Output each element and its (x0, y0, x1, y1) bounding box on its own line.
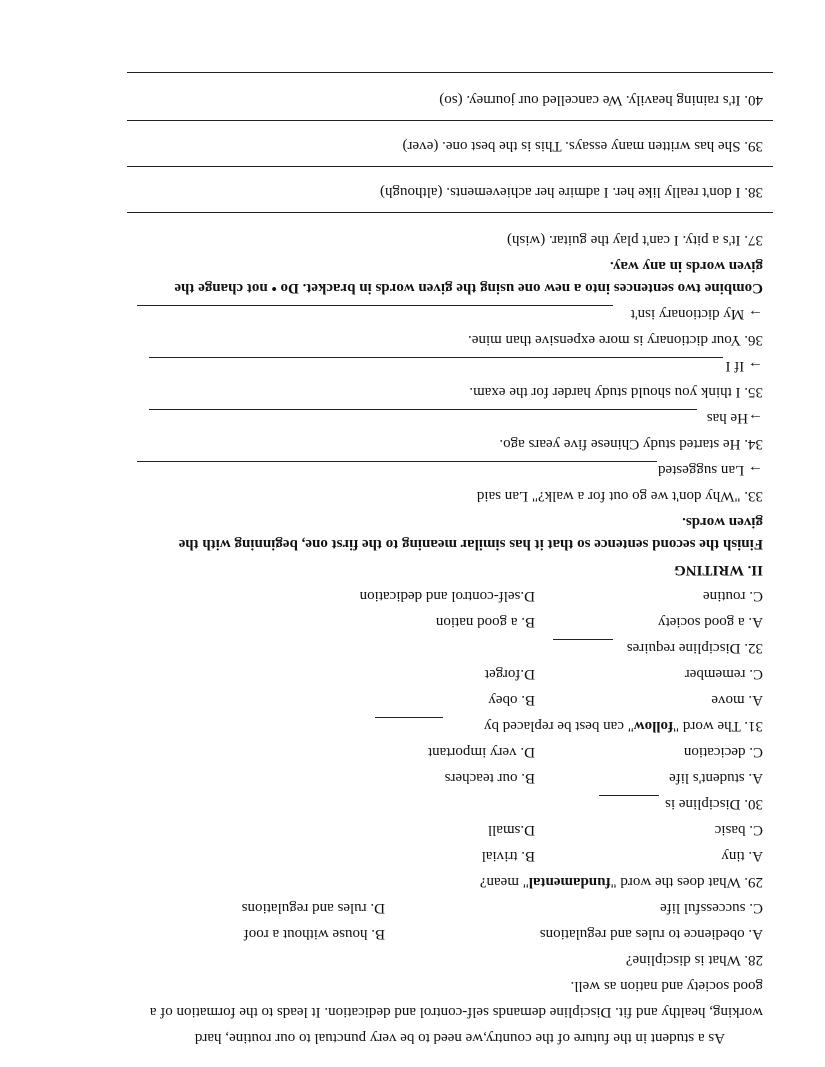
passage-line-1: As a student in the future of the country,we need to be very punctual to our routine, hard (194, 1030, 725, 1046)
q28-option-d: D. rules and regulations (241, 900, 385, 916)
answer-line-34[interactable] (149, 409, 697, 410)
q29-option-c: C. basic (714, 822, 763, 838)
instruction-combine-line-1: Combine two sentences into a new one using the given words in bracket. Do • not change the (174, 280, 763, 296)
q32-option-d: D.self-control and dedication (359, 588, 535, 604)
q29-option-a: A. tiny (721, 848, 763, 864)
instruction-combine-line-2: given words in any way. (610, 258, 763, 274)
q30-option-b: B. our teachers (444, 770, 535, 786)
question-39: 39. She has written many essays. This is the best one. (ever) (402, 138, 763, 154)
q31-option-b: B. obey (488, 692, 535, 708)
answer-line-38[interactable] (127, 166, 773, 167)
q30-option-d: D. very important (427, 744, 535, 760)
question-37: 37. It's a pity. I can't play the guitar. (wish) (506, 232, 763, 248)
q31-option-c: C. remember (684, 666, 763, 682)
question-28: 28. What is discipline? (625, 952, 763, 968)
q36-prompt: → My dictionary isn't (630, 306, 763, 322)
question-40: 40. It's raining heavily. We cancelled our journey. (so) (439, 92, 763, 108)
answer-blank-32[interactable] (553, 639, 613, 640)
answer-line-37[interactable] (127, 212, 773, 213)
q28-option-a: A. obedience to rules and regulations (539, 926, 763, 942)
question-33: 33. "Why don't we go out for a walk?" Lan said (476, 488, 763, 504)
q32-option-a: A. a good society (658, 614, 763, 630)
q31-option-d: D.forget (484, 666, 535, 682)
question-35: 35. I think you should study harder for the exam. (469, 384, 763, 400)
answer-line-35[interactable] (149, 357, 723, 358)
q32-option-b: B. a good nation (435, 614, 535, 630)
answer-line-39[interactable] (127, 120, 773, 121)
q32-option-c: C. routine (703, 588, 763, 604)
answer-blank-30[interactable] (599, 795, 659, 796)
q31-option-a: A. move (711, 692, 763, 708)
q28-option-b: B. house without a roof (243, 926, 385, 942)
question-30: 30. Discipline is (665, 796, 763, 812)
question-36: 36. Your dictionary is more expensive than mine. (468, 332, 763, 348)
q29-option-b: B. trivial (481, 848, 535, 864)
q28-option-c: C. successful life (660, 900, 763, 916)
answer-line-33[interactable] (137, 461, 657, 462)
q30-option-a: A. student's life (669, 770, 763, 786)
q33-prompt: → Lan suggested (658, 462, 763, 478)
q29-option-d: D.small (487, 822, 535, 838)
q35-prompt: → If I (725, 358, 763, 374)
section-heading-writing: II. WRITING (674, 562, 763, 578)
answer-line-36[interactable] (137, 305, 613, 306)
instruction-rewrite-line-2: given words. (682, 514, 763, 530)
question-29: 29. What does the word "fundamental" mean? (479, 874, 763, 890)
answer-line-40[interactable] (127, 72, 773, 73)
q30-option-c: C. decication (683, 744, 763, 760)
passage-line-2: working, healthy and fit. Discipline demands self-control and dedication. It leads to the formation of a (149, 1004, 763, 1020)
question-34: 34. He started study Chinese five years ago. (499, 436, 763, 452)
q34-prompt: →He has (706, 410, 763, 426)
question-32: 32. Discipline requires (626, 640, 763, 656)
passage-line-3: good society and nation as well. (570, 978, 763, 994)
answer-blank-31[interactable] (375, 717, 443, 718)
question-38: 38. I don't really like her. I admire her achievements. (although) (380, 184, 763, 200)
question-31: 31. The word "follow" can best be replaced by (484, 718, 763, 734)
instruction-rewrite-line-1: Finish the second sentence so that it has similar meaning to the first one, beginning with the (178, 536, 763, 552)
